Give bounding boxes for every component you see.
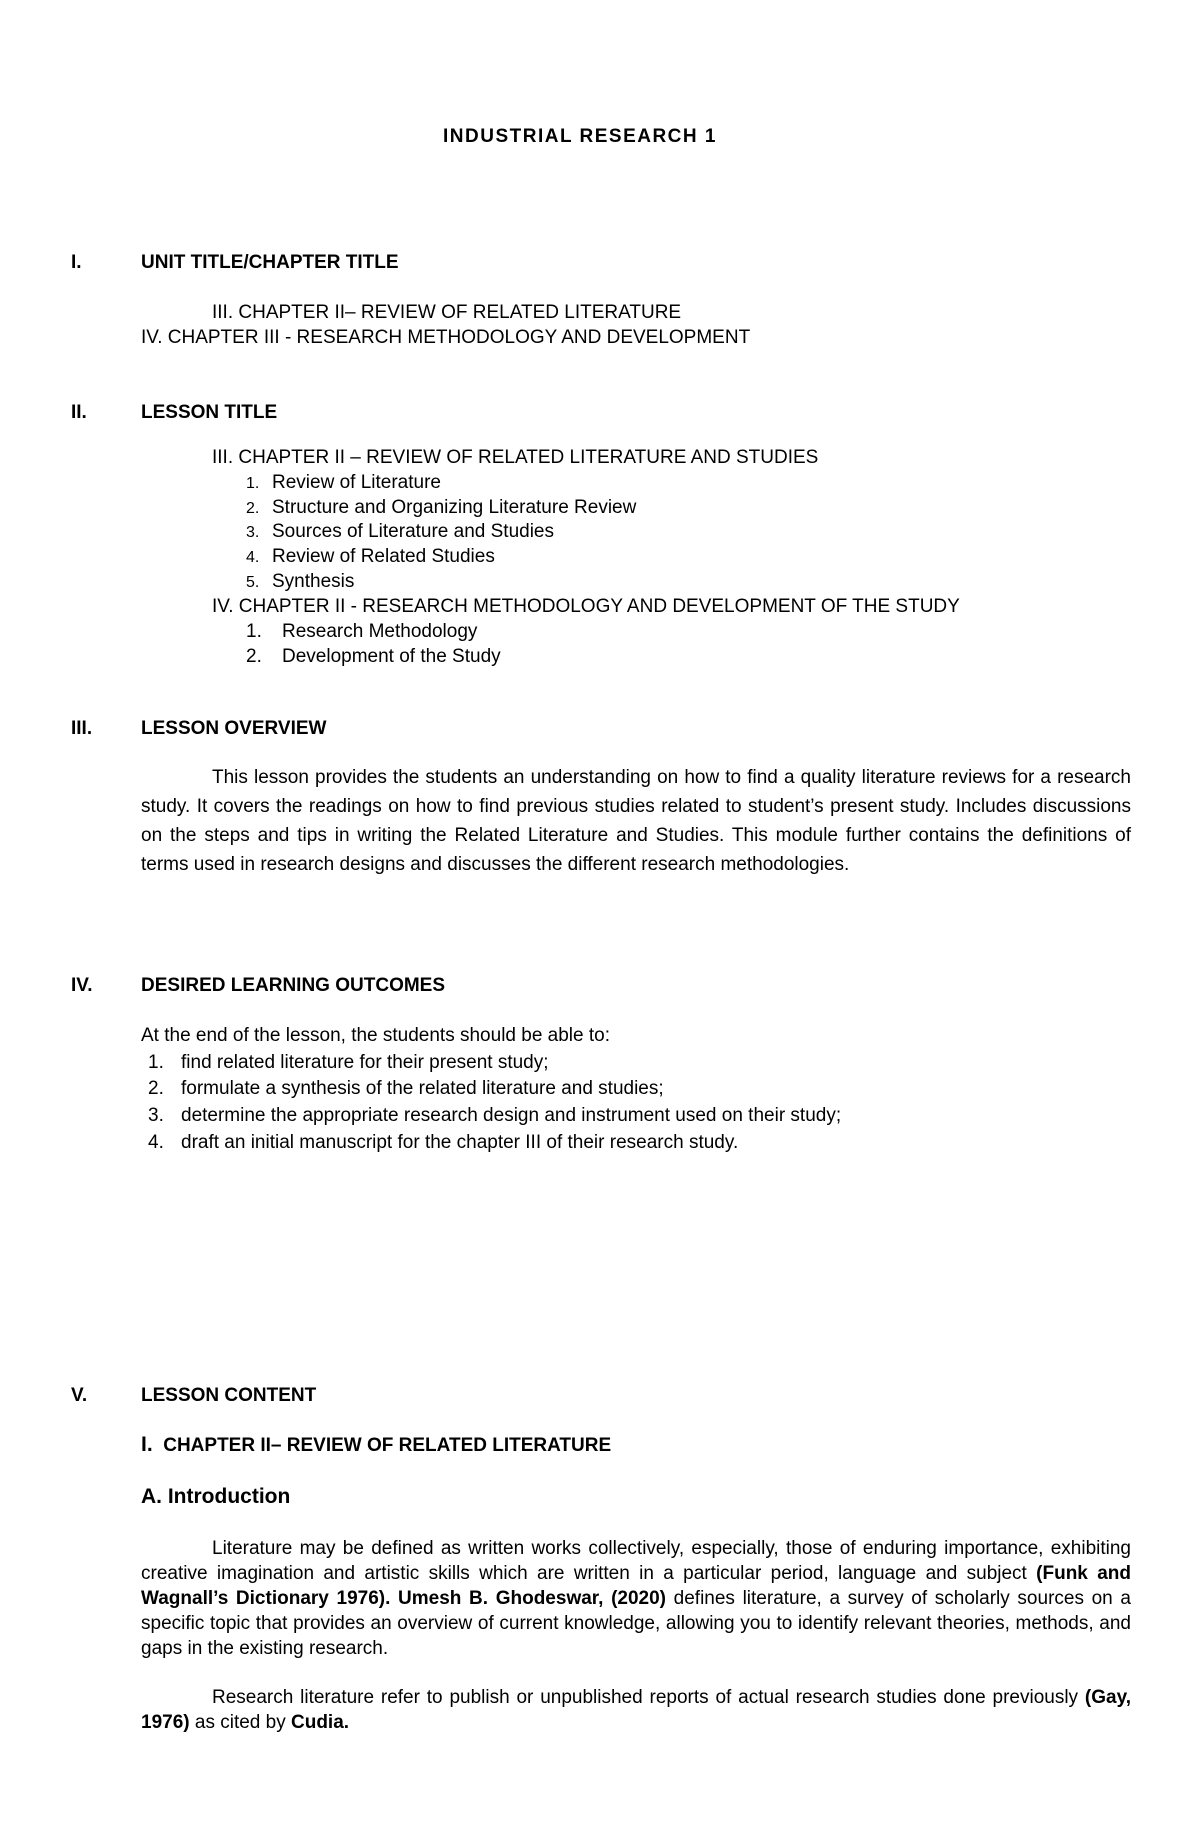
section-heading-overview: LESSON OVERVIEW [141,718,327,739]
list-item [246,521,554,543]
section-number-lesson-title: II. [71,402,87,423]
list-item-text: Sources of Literature and Studies [272,521,555,542]
chapter-number: I. [141,1433,153,1456]
list-item-number: 2. [246,500,260,517]
list-item-text: Review of Literature [272,472,441,493]
chapter-heading [141,1433,611,1457]
intro-p1-citation: (Funk and Wagnall’s Dictionary 1976). Umesh B. Ghodeswar, (2020) [141,1563,1131,1609]
intro-p1-text-1: Literature may be defined as written works collectively, especially, those of enduring importance, exhibiting creative imagination and artistic skills which are written in a particular period, language and subject [141,1538,1131,1584]
intro-p2-citation-2: Cudia. [291,1712,350,1733]
list-item-number: 5. [246,574,260,591]
list-item-text: Development of the Study [282,646,501,667]
section-number-outcomes: IV. [71,975,93,996]
list-item [246,646,501,668]
list-item-text: Structure and Organizing Literature Review [272,497,637,518]
document-title: INDUSTRIAL RESEARCH 1 [443,126,717,147]
list-item-number: 3. [246,524,260,541]
section-number-content: V. [71,1385,88,1406]
list-item [148,1132,738,1154]
list-item-number: 4. [246,549,260,566]
list-item-number: 3. [148,1105,164,1126]
introduction-paragraph-1 [141,1536,1131,1661]
list-item [148,1105,841,1127]
lesson-chapter-3: III. CHAPTER II – REVIEW OF RELATED LITERATURE AND STUDIES [212,447,819,468]
list-item-text: determine the appropriate research design and instrument used on their study; [181,1105,842,1126]
section-heading-unit: UNIT TITLE/CHAPTER TITLE [141,252,399,273]
list-item-text: Synthesis [272,571,355,592]
chapter-title: CHAPTER II– REVIEW OF RELATED LITERATURE [163,1435,612,1456]
introduction-heading: A. Introduction [141,1485,291,1508]
list-item [148,1078,664,1100]
intro-p1-text-2: defines literature, a survey of scholarly sources on a specific topic that provides an overview of current knowledge, allowing you to identify relevant theories, methods, and gaps in the existing research. [141,1588,1131,1659]
list-item [246,621,477,643]
overview-body: This lesson provides the students an understanding on how to find a quality literature reviews for a research study. It covers the readings on how to find previous studies related to student’s present study. Includes discussions on the steps and tips in writing the Related Literature and Studies. This module further contains the definitions of terms used in research designs and discusses the different research methodologies. [141,767,1131,875]
unit-line-2: IV. CHAPTER III - RESEARCH METHODOLOGY AND DEVELOPMENT [141,327,751,348]
section-heading-outcomes: DESIRED LEARNING OUTCOMES [141,975,446,996]
list-item-text: formulate a synthesis of the related literature and studies; [181,1078,664,1099]
unit-line-1: III. CHAPTER II– REVIEW OF RELATED LITERATURE [212,302,682,323]
list-item-text: Review of Related Studies [272,546,495,567]
list-item [148,1052,549,1074]
section-number-overview: III. [71,718,93,739]
list-item-number: 4. [148,1132,164,1153]
list-item-text: draft an initial manuscript for the chapter III of their research study. [181,1132,739,1153]
lesson-chapter-4: IV. CHAPTER II - RESEARCH METHODOLOGY AND DEVELOPMENT OF THE STUDY [212,596,960,617]
intro-p2-text-2: as cited by [189,1712,291,1733]
list-item-number: 1. [246,475,260,492]
section-number-unit: I. [71,252,82,273]
intro-p2-text-1: Research literature refer to publish or unpublished reports of actual research studies done previously [212,1687,1085,1708]
list-item [246,571,354,593]
list-item-number: 1. [246,621,262,642]
list-item-number: 2. [246,646,262,667]
intro-p2-citation-1: (Gay, 1976) [141,1687,1131,1733]
list-item [246,472,441,494]
overview-paragraph [141,763,1131,879]
list-item-text: find related literature for their present study; [181,1052,549,1073]
list-item-number: 1. [148,1052,164,1073]
list-item-number: 2. [148,1078,164,1099]
section-heading-lesson-title: LESSON TITLE [141,402,278,423]
list-item [246,546,495,568]
introduction-paragraph-2 [141,1685,1131,1735]
section-heading-content: LESSON CONTENT [141,1385,317,1406]
list-item-text: Research Methodology [282,621,478,642]
outcomes-intro: At the end of the lesson, the students should be able to: [141,1025,610,1046]
list-item [246,497,636,519]
